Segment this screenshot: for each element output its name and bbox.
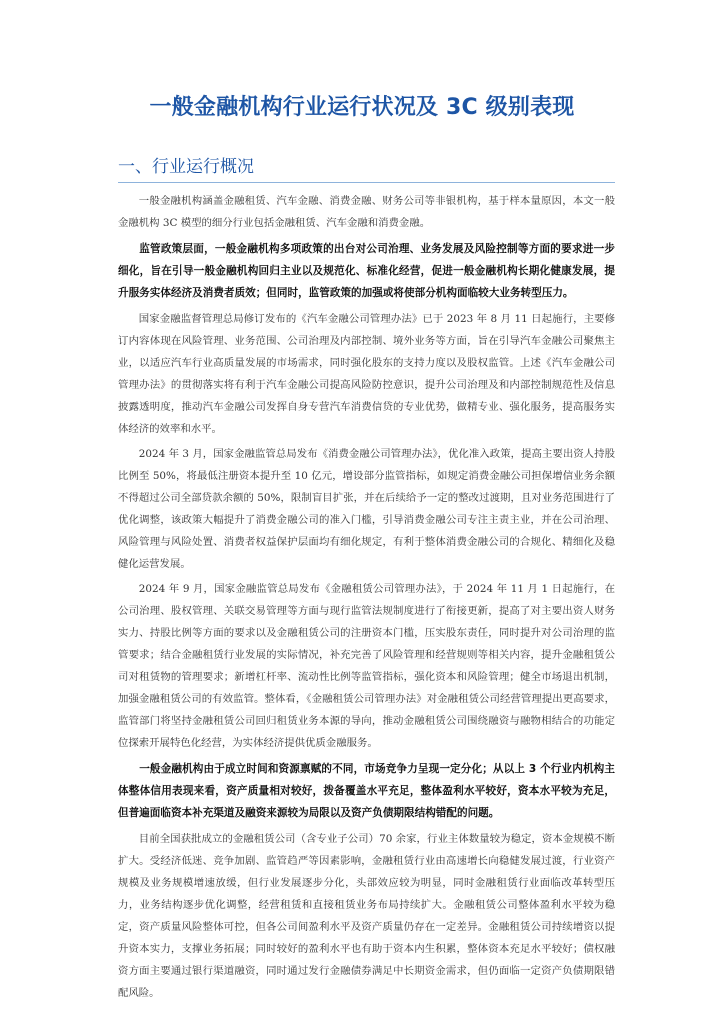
paragraph-auto-finance-rules: 国家金融监督管理总局修订发布的《汽车金融公司管理办法》已于 2023 年 8 月 11 日起施行，主要修订内容体现在风险管理、业务范围、公司治理及内部控制、境外业务等方面，旨在引导汽车金融公司聚焦主业，以适应汽车行业高质量发展的市场需求，同时强化股东的支持力度以及股权监管。上述《汽车金融公司管理办法》的贯彻落实将有利于汽车金融公司提高风险防控意识，提升公司治理及和内部控制规范性及信息披露透明度，推动汽车金融公司发挥自身专营汽车消费信贷的专业优势，做精专业、强化服务，提高服务实体经济的效率和水平。 (118, 313, 615, 435)
paragraph-consumer-finance-rules: 2024 年 3 月，国家金融监管总局发布《消费金融公司管理办法》，优化准入政策，提高主要出资人持股比例至 50%，将最低注册资本提升至 10 亿元，增设部分监管指标，如规定消费金融公司担保增信业务余额不得超过公司全部贷款余额的 50%，限制盲目扩张，并在后续给予一定的整改过渡期，且对业务范围进行了优化调整，该政策大幅提升了消费金融公司的准入门槛，引导消费金融公司专注主责主业，并在公司治理、风险管理与风险处置、消费者权益保护层面均有细化规定，有利于整体消费金融公司的合规化、精细化及稳健化运营发展。 (118, 448, 615, 570)
paragraph-leasing-rules: 2024 年 9 月，国家金融监管总局发布《金融租赁公司管理办法》，于 2024 年 11 月 1 日起施行，在公司治理、股权管理、关联交易管理等方面与现行监管法规制度进行了衔接更新，提高了对主要出资人财务实力、持股比例等方面的要求以及金融租赁公司的注册资本门槛，压实股东责任，同时提升对公司治理的监管要求；结合金融租赁行业发展的实际情况，补充完善了风险管理和经营规则等相关内容，提升金融租赁公司对租赁物的管理要求；新增杠杆率、流动性比例等监管指标，强化资本和风险管理；健全市场退出机制，加强金融租赁公司的有效监管。整体看，《金融租赁公司管理办法》对金融租赁公司经营管理提出更高要求，监管部门将坚持金融租赁公司回归租赁业务本源的导向，推动金融租赁公司围绕融资与融物相结合的功能定位探索开展特色化经营，为实体经济提供优质金融服务。 (118, 583, 615, 749)
paragraph-scope: 一般金融机构涵盖金融租赁、汽车金融、消费金融、财务公司等非银机构，基于样本量原因，本文一般金融机构 3C 模型的细分行业包括金融租赁、汽车金融和消费金融。 (118, 195, 615, 229)
paragraph-credit-summary: 一般金融机构由于成立时间和资源禀赋的不同，市场竞争力呈现一定分化；从以上 3 个行业内机构主体整体信用表现来看，资产质量相对较好，拨备覆盖水平充足，整体盈利水平较好，资本水平较为充足，但普遍面临资本补充渠道及融资来源较为局限以及资产负债期限结构错配的问题。 (118, 763, 615, 819)
document-body (118, 190, 615, 1007)
section-divider (118, 182, 615, 183)
paragraph-leasing-industry: 目前全国获批成立的金融租赁公司（含专业子公司）70 余家，行业主体数量较为稳定，资本金规模不断扩大。受经济低迷、竞争加剧、监管趋严等因素影响，金融租赁行业由高速增长向稳健发展过渡，行业资产规模及业务规模增速放缓，但行业发展逐步分化，头部效应较为明显，同时金融租赁行业面临改革转型压力，业务结构逐步优化调整，经营租赁和直接租赁业务布局持续扩大。金融租赁公司整体盈利水平较为稳定，资产质量风险整体可控，但各公司间盈利水平及资产质量仍存在一定差异。金融租赁公司持续增资以提升资本实力，支撑业务拓展；同时较好的盈利水平也有助于资本内生积累，整体资本充足水平较好；债权融资方面主要通过银行渠道融资，同时通过发行金融债券满足中长期资金需求，但仍面临一定资产负债期限错配风险。 (118, 833, 615, 999)
document-title: 一般金融机构行业运行状况及 3C 级别表现 (149, 95, 575, 120)
section-heading: 一、行业运行概况 (118, 157, 254, 177)
paragraph-regulation-summary: 监管政策层面，一般金融机构多项政策的出台对公司治理、业务发展及风险控制等方面的要求进一步细化，旨在引导一般金融机构回归主业以及规范化、标准化经营，促进一般金融机构长期化健康发展，提升服务实体经济及消费者质效；但同时，监管政策的加强或将使部分机构面临较大业务转型压力。 (118, 243, 615, 299)
